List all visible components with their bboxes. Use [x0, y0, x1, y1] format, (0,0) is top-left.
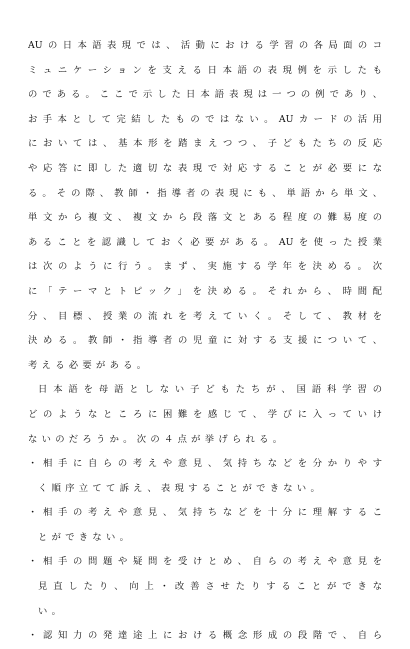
text-line: においては、基本形を踏まえつつ、子どもたちの反応	[28, 138, 382, 150]
text-line: 考える必要がある。	[28, 359, 151, 371]
text-line: 決める。教師・指導者の児童に対する支援について、	[28, 335, 382, 347]
text-line: AUの日本語表現では、活動における学習の各局面のコ	[28, 40, 382, 51]
text-line: あることを認識しておく必要がある。AUを使った授業	[28, 236, 382, 248]
bullet-line: 見直したり、向上・改善させたりすることができな	[38, 581, 382, 593]
text-line: る。その際、教師・指導者の表現にも、単語から単文、	[28, 187, 382, 199]
bullet-line: とができない。	[38, 531, 134, 543]
text-line: ミュニケーションを支える日本語の表現例を示したも	[28, 64, 382, 76]
bullet-line: ・相手の問題や疑問を受けとめ、自らの考えや意見を	[28, 556, 382, 568]
text-line: 単文から複文、複文から段落文とある程度の難易度の	[28, 212, 382, 224]
text-line: や応答に即した適切な表現で対応することが必要にな	[28, 162, 382, 174]
text-line: お手本として完結したものではない。AUカードの活用	[28, 113, 382, 125]
text-line: に「テーマとトピック」を決める。それから、時間配	[28, 285, 382, 297]
text-line: 日本語を母語としない子どもたちが、国語科学習の	[38, 384, 382, 396]
text-line: 分、目標、授業の流れを考えていく。そして、教材を	[28, 310, 382, 322]
text-line: ないのだろうか。次の４点が挙げられる。	[28, 433, 287, 445]
text-line: のである。ここで示した日本語表現は一つの例であり、	[28, 89, 382, 101]
bullet-line: く順序立てて訴え、表現することができない。	[38, 482, 325, 494]
bullet-line: い。	[38, 605, 66, 617]
bullet-line: ・相手の考えや意見、気持ちなどを十分に理解するこ	[28, 507, 382, 519]
bullet-line: ・認知力の発達途上における概念形成の段階で、自ら	[28, 630, 382, 642]
bullet-line: ・相手に自らの考えや意見、気持ちなどを分かりやす	[28, 458, 382, 470]
text-line: どのようなところに困難を感じて、学びに入っていけ	[28, 408, 382, 420]
text-line: は次のように行う。まず、実施する学年を決める。次	[28, 261, 382, 273]
